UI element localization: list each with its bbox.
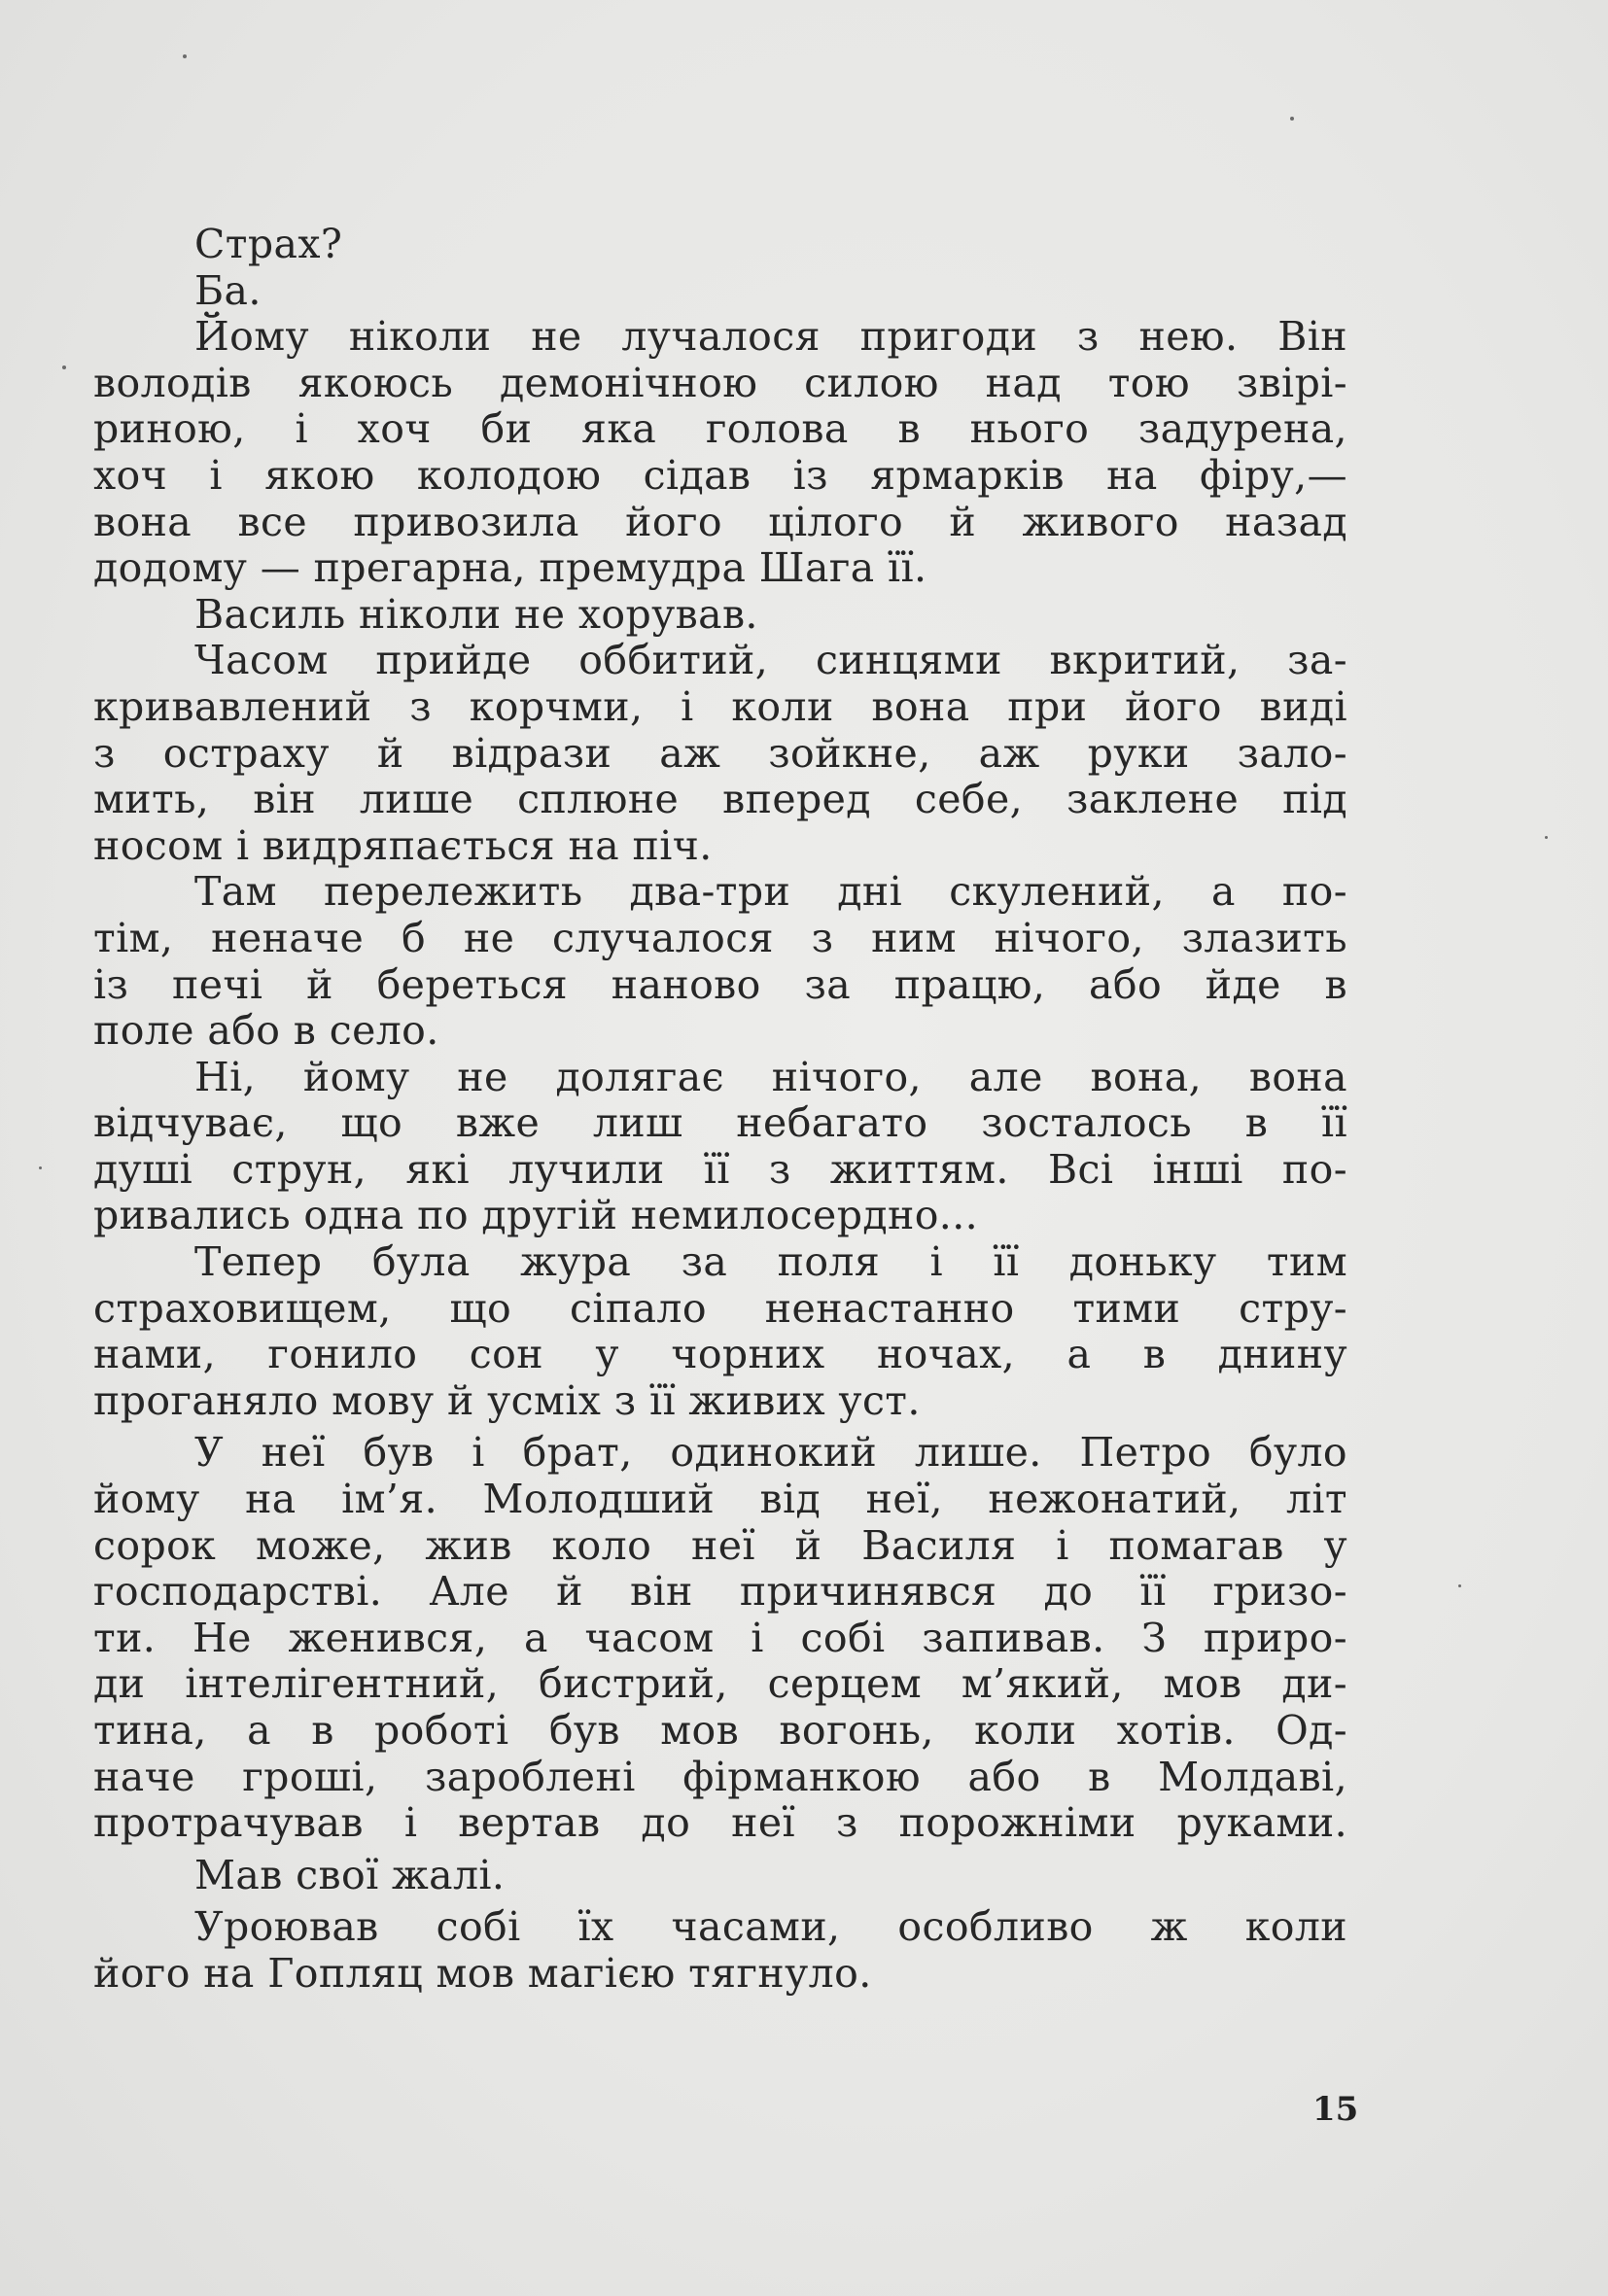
text-line: кривавлений з корчми, і коли вона при його виді <box>93 682 1347 730</box>
text-line: Йому ніколи не лучалося пригоди з нею. Він <box>194 313 1347 361</box>
paper-speck <box>1545 836 1548 839</box>
paper-speck <box>183 54 187 58</box>
paper-speck <box>1458 1584 1461 1587</box>
text-line: володів якоюсь демонічною силою над тою звірі- <box>93 359 1347 406</box>
text-line: Ні, йому не долягає нічого, але вона, вона <box>194 1053 1347 1100</box>
text-line: риною, і хоч би яка голова в нього задурена, <box>93 405 1347 453</box>
paragraph <box>93 592 1347 639</box>
paper-speck <box>1290 117 1294 121</box>
paragraph <box>93 268 1347 315</box>
text-line: його на Гопляц мов магією тягнуло. <box>93 1949 872 1997</box>
text-line: Василь ніколи не хорував. <box>194 590 758 638</box>
paragraph <box>93 869 1347 1054</box>
text-line: вона все привозила його цілого й живого назад <box>93 498 1347 545</box>
text-line: Уроював собі їх часами, особливо ж коли <box>194 1903 1347 1951</box>
text-line: ти. Не женився, а часом і собі запивав. З приро- <box>93 1614 1347 1661</box>
text-line: з остраху й відрази аж зойкне, аж руки зало- <box>93 729 1347 777</box>
text-line: тім, неначе б не случалося з ним нічого, злазить <box>93 914 1347 961</box>
text-line: господарстві. Але й він причинявся до її гризо- <box>93 1568 1347 1616</box>
text-line: відчуває, що вже лиш небагато зосталось в її <box>93 1099 1347 1147</box>
paragraph <box>93 1239 1347 1424</box>
text-line: У неї був і брат, одинокий лише. Петро було <box>194 1429 1347 1477</box>
paper-speck <box>62 365 66 369</box>
text-line: Часом прийде оббитий, синцями вкритий, за- <box>194 637 1347 684</box>
text-line: Тепер була жура за поля і її доньку тим <box>194 1238 1347 1286</box>
paragraph <box>93 222 1347 268</box>
paragraph <box>93 1853 1347 1899</box>
text-line: носом і видряпається на піч. <box>93 821 713 869</box>
page-number: 15 <box>1312 2090 1359 2129</box>
text-line: Там перележить два-три дні скулений, а по- <box>194 868 1347 916</box>
text-line: Ба. <box>194 266 262 314</box>
text-line: душі струн, які лучили її з життям. Всі інші по- <box>93 1145 1347 1193</box>
paragraph <box>93 1055 1347 1239</box>
text-line: мить, він лише сплюне вперед себе, заклене під <box>93 776 1347 823</box>
text-line: із печі й береться наново за працю, або йде в <box>93 960 1347 1008</box>
paragraph <box>93 1904 1347 1997</box>
text-line: додому — прегарна, премудра Шага її. <box>93 544 927 592</box>
text-line: наче гроші, зароблені фірманкою або в Молдаві, <box>93 1753 1347 1800</box>
text-line: поле або в село. <box>93 1007 439 1055</box>
text-line: хоч і якою колодою сідав із ярмарків на фіру,— <box>93 451 1347 499</box>
text-line: нами, гонило сон у чорних ночах, а в днину <box>93 1331 1347 1378</box>
paper-speck <box>39 1166 42 1169</box>
paragraph <box>93 1430 1347 1846</box>
text-line: сорок може, жив коло неї й Василя і помагав у <box>93 1521 1347 1569</box>
text-line: Мав свої жалі. <box>194 1851 506 1898</box>
text-line: Страх? <box>194 221 343 267</box>
text-line: страховищем, що сіпало ненастанно тими стру- <box>93 1284 1347 1332</box>
body-text <box>93 222 1347 1998</box>
paragraph <box>93 638 1347 869</box>
paragraph <box>93 314 1347 592</box>
text-line: тина, а в роботі був мов вогонь, коли хотів. Од- <box>93 1707 1347 1754</box>
text-line: ди інтелігентний, бистрий, серцем м’який, мов ди- <box>93 1660 1347 1708</box>
text-line: проганяло мову й усміх з її живих уст. <box>93 1376 921 1424</box>
text-line: йому на ім’я. Молодший від неї, нежонатий, літ <box>93 1476 1347 1523</box>
text-line: протрачував і вертав до неї з порожніми руками. <box>93 1799 1347 1847</box>
text-line: ривались одна по другій немилосердно... <box>93 1192 979 1239</box>
